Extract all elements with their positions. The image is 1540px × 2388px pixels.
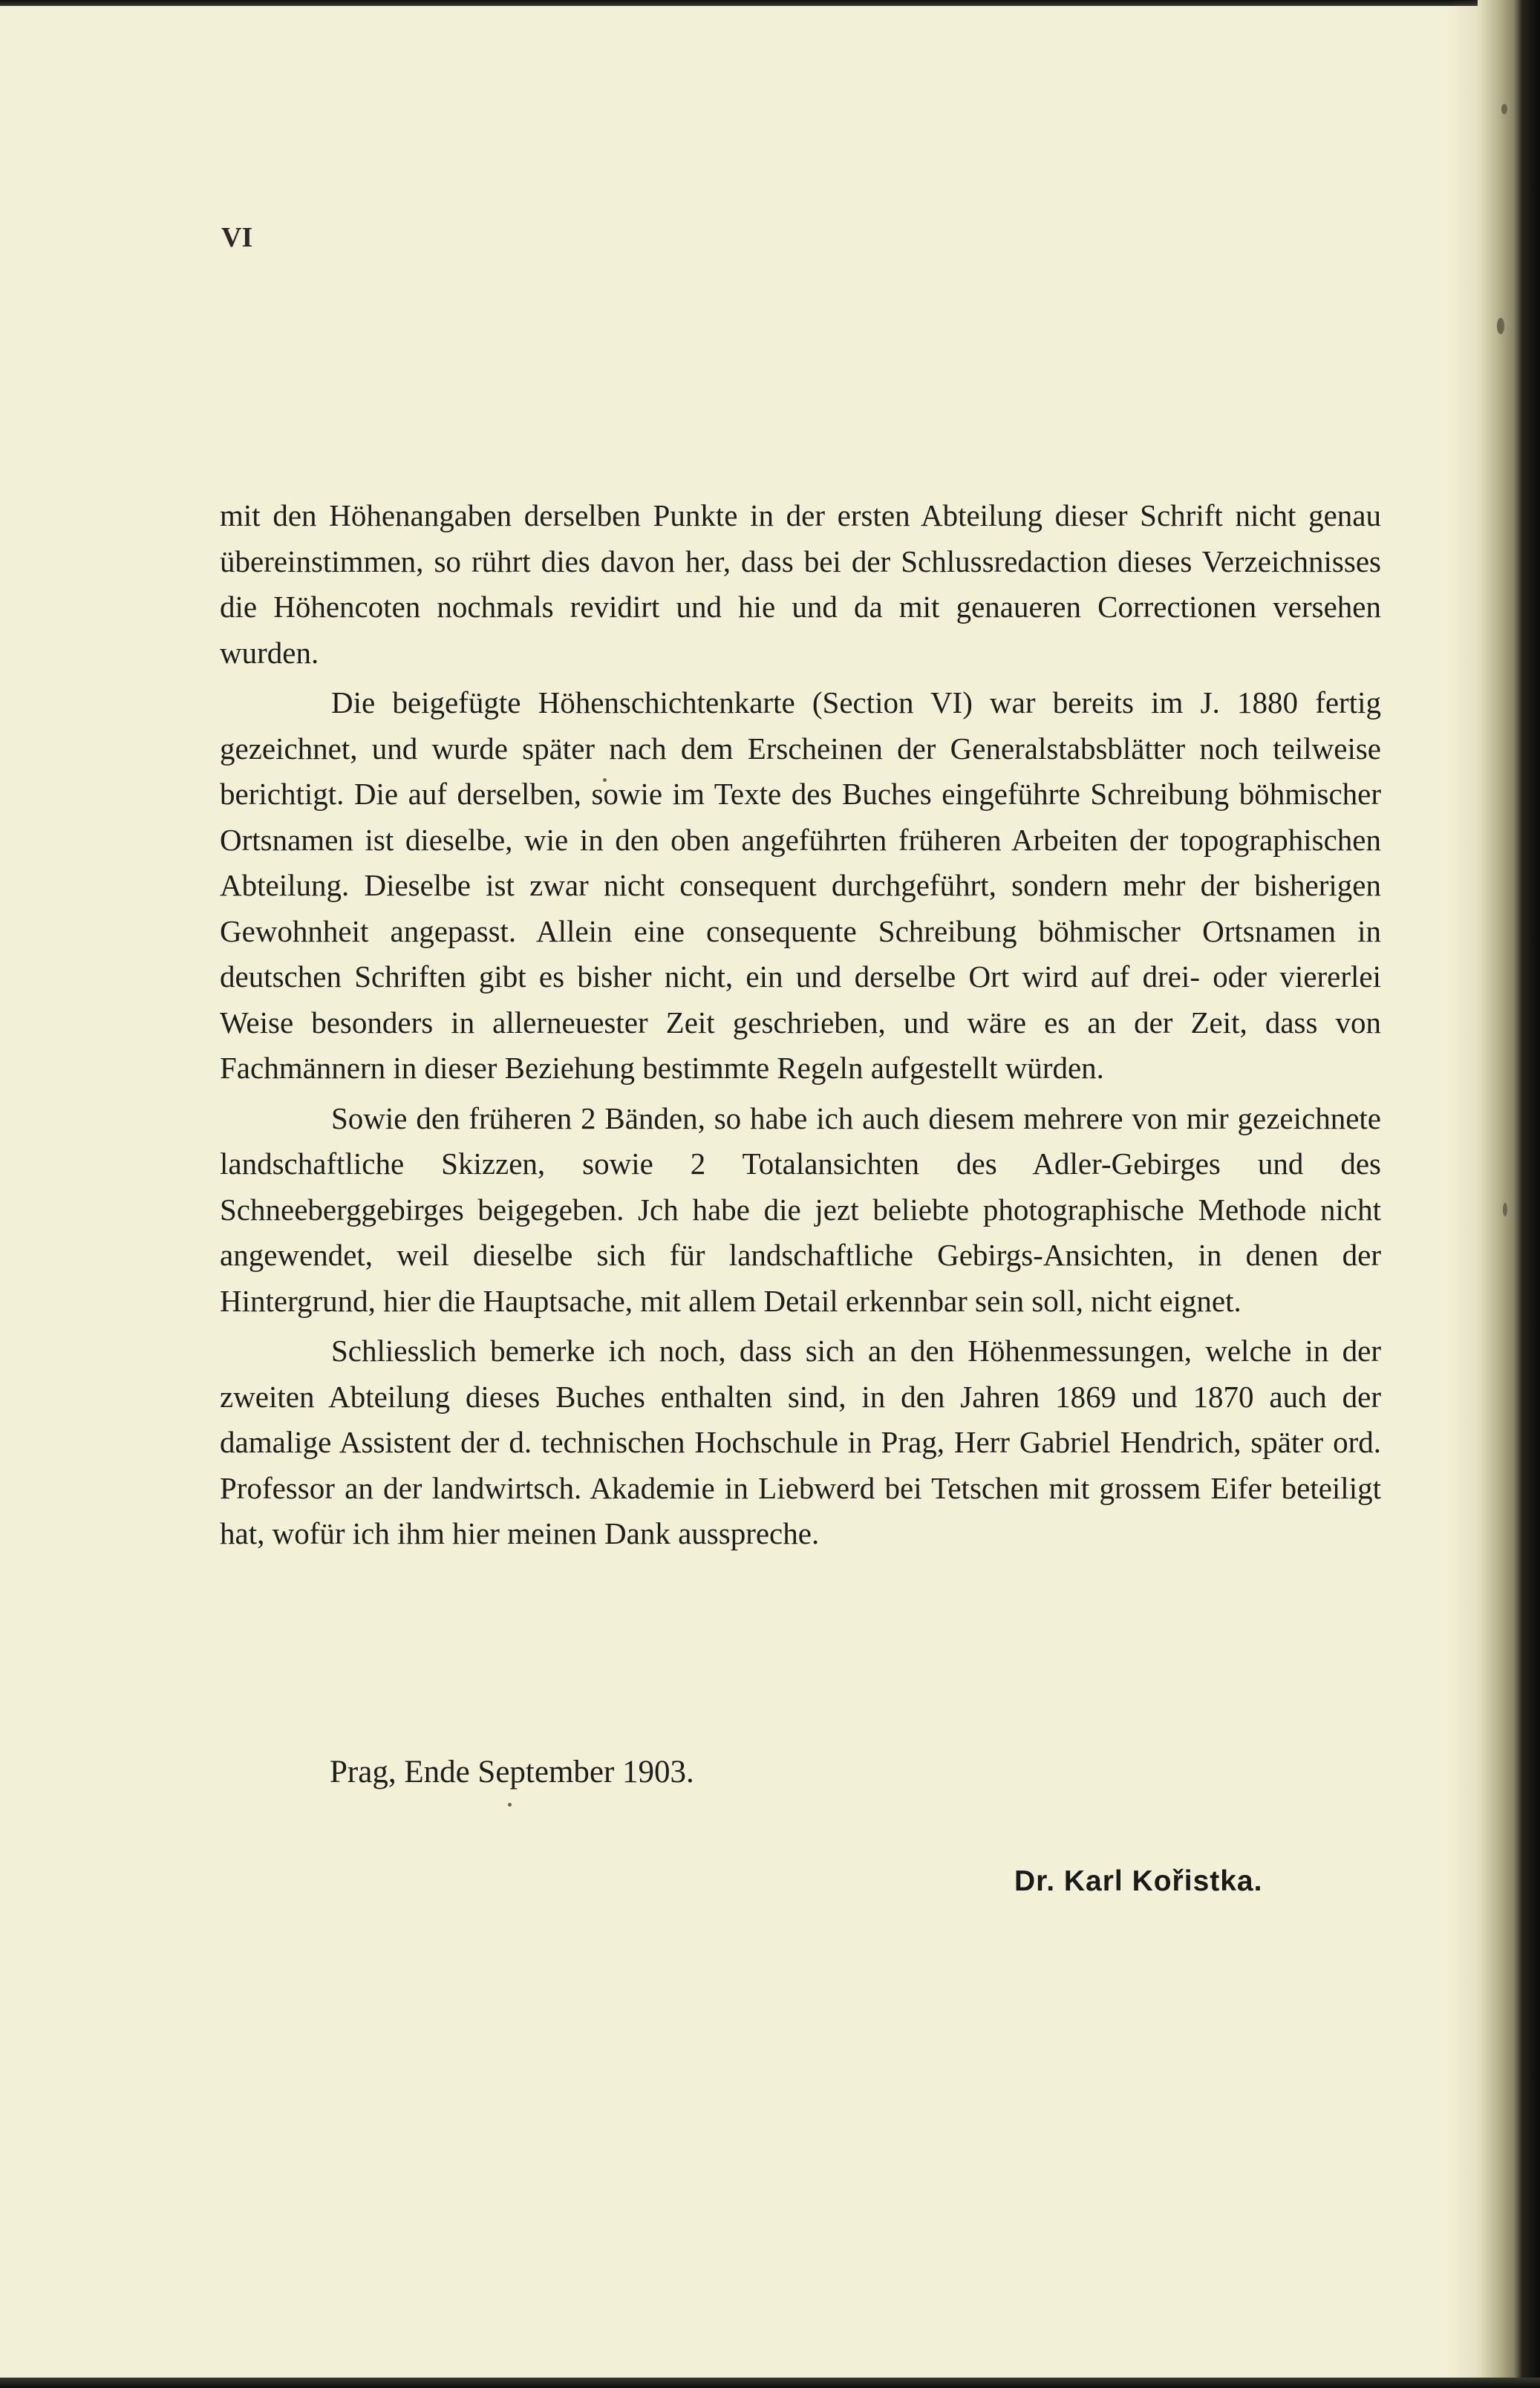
paragraph-sketches: Sowie den früheren 2 Bänden, so habe ich auch diesem mehrere von mir gezeichnete landschaftliche Skizzen, sowie 2 Totalansichten des Adler-Gebirges und des Schneeberggebirges beigegeben. Jch habe die jezt beliebte photographische Methode nicht angewendet, weil dieselbe sich für landschaftliche Gebirgs-Ansichten, in denen der Hintergrund, hier die Hauptsache, mit allem Detail erkennbar sein soll, nicht eignet. xyxy=(220,1100,1381,1318)
body-text xyxy=(220,493,1381,1562)
dateline: Prag, Ende September 1903. xyxy=(330,1755,694,1790)
author-signature: Dr. Karl Kořistka. xyxy=(1014,1865,1263,1897)
paragraph-continued: mit den Höhenangaben derselben Punkte in der ersten Abteilung dieser Schrift nicht genau übereinstimmen, so rührt dies davon her, dass bei der Schlussredaction dieses Verzeichnisses die Höhencoten nochmals revidirt und hie und da mit genaueren Correctionen versehen wurden. xyxy=(220,498,1381,670)
paper-speck xyxy=(1503,1203,1507,1216)
page-right-edge xyxy=(1478,0,1540,2388)
page-gutter-shadow xyxy=(1448,0,1478,2388)
paper-speck xyxy=(1501,104,1507,114)
paragraph-acknowledgement: Schliesslich bemerke ich noch, dass sich an den Höhenmessungen, welche in der zweiten Abteilung dieses Buches enthalten sind, in den Jahren 1869 und 1870 auch der damalige Assistent der d. technischen Hochschule in Prag, Herr Gabriel Hendrich, später ord. Professor an der landwirtsch. Akademie in Liebwerd bei Tetschen mit grossem Eifer beteiligt hat, wofür ich ihm hier meinen Dank ausspreche. xyxy=(220,1334,1381,1550)
page-top-edge xyxy=(0,0,1540,6)
page-number: VI xyxy=(221,222,253,253)
paragraph-map-description: Die beigefügte Höhenschichtenkarte (Section VI) war bereits im J. 1880 fertig gezeichnet, und wurde später nach dem Erscheinen der Generalstabsblätter noch teilweise berichtigt. Die auf derselben, sowie im Texte des Buches eingeführte Schreibung böhmischer Ortsnamen ist dieselbe, wie in den oben angeführten früheren Arbeiten der topographischen Abteilung. Dieselbe ist zwar nicht consequent durchgeführt, sondern mehr der bisherigen Gewohnheit angepasst. Allein eine consequente Schreibung böhmischer Ortsnamen in deutschen Schriften gibt es bisher nicht, ein und derselbe Ort wird auf drei- oder viererlei Weise besonders in allerneuester Zeit geschrieben, und wäre es an der Zeit, dass von Fachmännern in dieser Beziehung bestimmte Regeln aufgestellt würden. xyxy=(220,685,1381,1085)
paper-speck xyxy=(508,1803,512,1807)
paper-speck xyxy=(1497,318,1504,334)
page-bottom-edge xyxy=(0,2378,1540,2388)
